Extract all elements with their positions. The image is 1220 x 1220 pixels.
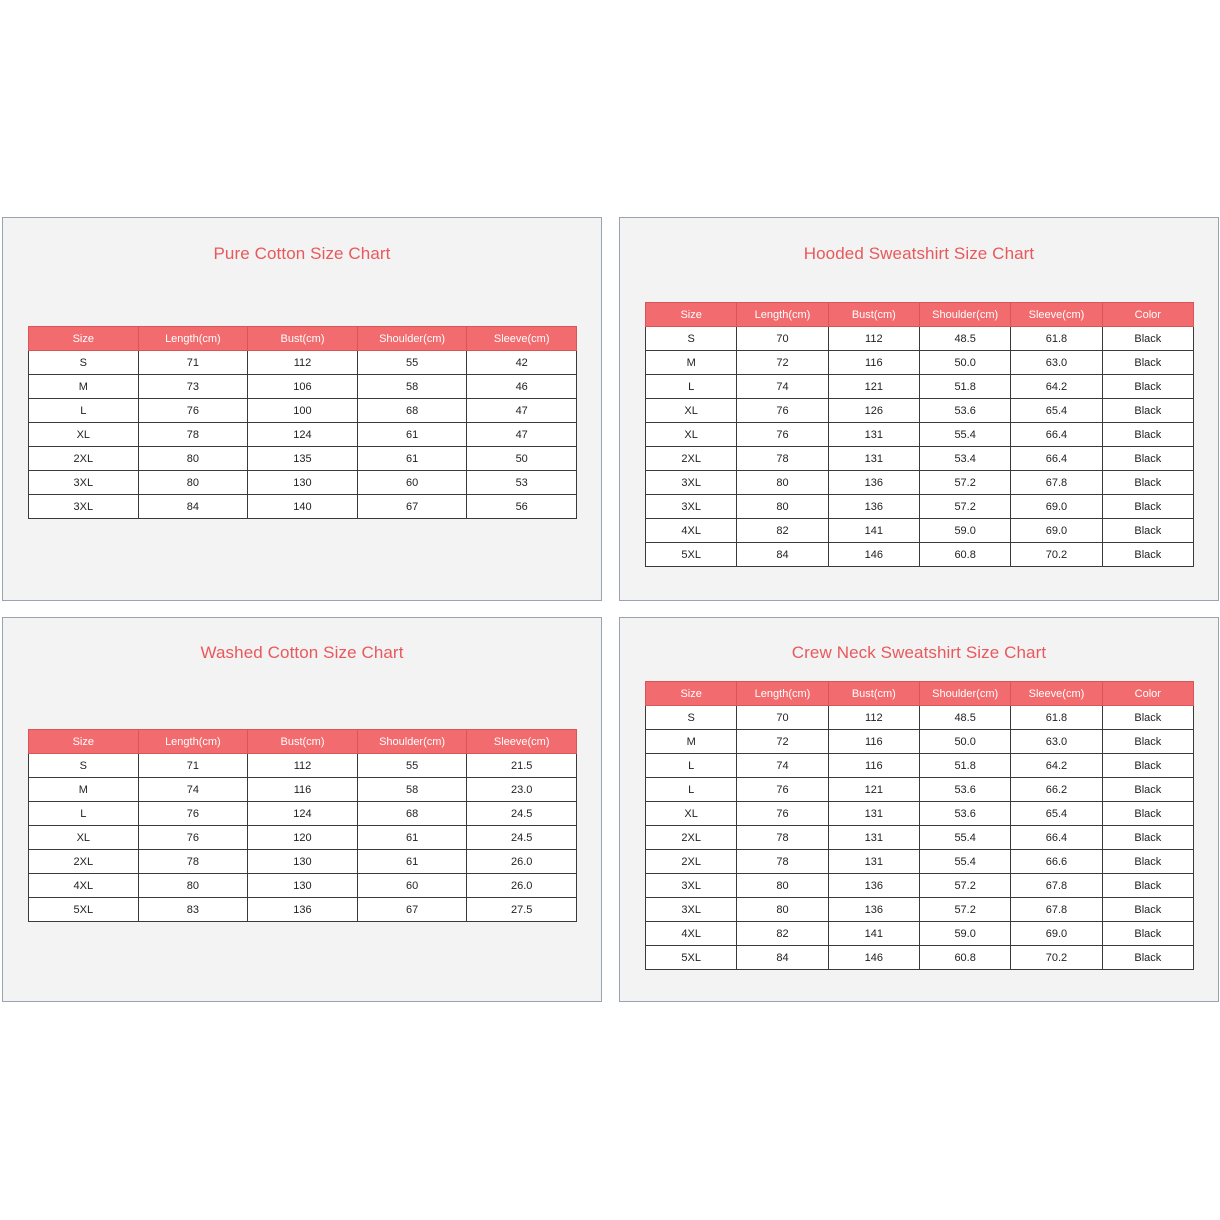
table-cell: S [29, 351, 139, 375]
table-row [646, 898, 1194, 922]
table-cell: 59.0 [919, 922, 1010, 946]
table-cell: 120 [248, 826, 358, 850]
table-cell: M [29, 375, 139, 399]
table-cell: Black [1102, 519, 1193, 543]
table-cell: 130 [248, 471, 358, 495]
table-cell: 70 [737, 706, 828, 730]
table-cell: 46 [467, 375, 577, 399]
table-cell: XL [646, 423, 737, 447]
table-cell: 60.8 [919, 946, 1010, 970]
table-cell: 74 [138, 778, 248, 802]
table-cell: 50 [467, 447, 577, 471]
table-cell: 141 [828, 519, 919, 543]
table-cell: S [29, 754, 139, 778]
table-cell: 124 [248, 802, 358, 826]
table-cell: 58 [357, 778, 467, 802]
table-cell: 60 [357, 471, 467, 495]
table-cell: 53.6 [919, 399, 1010, 423]
column-header: Size [29, 327, 139, 351]
table-cell: 3XL [646, 898, 737, 922]
table-cell: 4XL [646, 519, 737, 543]
table-cell: 70.2 [1011, 946, 1102, 970]
table-cell: 67 [357, 495, 467, 519]
column-header: Length(cm) [138, 327, 248, 351]
table-row [646, 946, 1194, 970]
table-cell: Black [1102, 327, 1193, 351]
table-cell: 24.5 [467, 802, 577, 826]
table-cell: Black [1102, 495, 1193, 519]
table-cell: 2XL [29, 447, 139, 471]
table-row [29, 447, 577, 471]
table-cell: Black [1102, 730, 1193, 754]
table-cell: 67.8 [1011, 898, 1102, 922]
table-cell: 65.4 [1011, 399, 1102, 423]
table-cell: 82 [737, 519, 828, 543]
table-cell: 2XL [646, 826, 737, 850]
table-cell: S [646, 327, 737, 351]
table-row [646, 802, 1194, 826]
column-header: Size [646, 303, 737, 327]
table-cell: L [29, 802, 139, 826]
table-row [29, 874, 577, 898]
panel-title: Crew Neck Sweatshirt Size Chart [791, 643, 1047, 662]
table-cell: 141 [828, 922, 919, 946]
table-cell: 80 [737, 874, 828, 898]
table-cell: Black [1102, 874, 1193, 898]
column-header: Color [1102, 303, 1193, 327]
column-header: Sleeve(cm) [1011, 303, 1102, 327]
table-row [29, 826, 577, 850]
size-table [645, 302, 1194, 567]
table-cell: 76 [737, 399, 828, 423]
table-cell: 78 [737, 447, 828, 471]
table-cell: Black [1102, 543, 1193, 567]
table-header-row [29, 730, 577, 754]
table-row [646, 778, 1194, 802]
table-cell: 106 [248, 375, 358, 399]
table-cell: XL [29, 826, 139, 850]
table-cell: M [646, 351, 737, 375]
table-cell: 131 [828, 802, 919, 826]
table-cell: 4XL [646, 922, 737, 946]
column-header: Shoulder(cm) [919, 682, 1010, 706]
table-cell: 69.0 [1011, 519, 1102, 543]
table-cell: 66.6 [1011, 850, 1102, 874]
table-row [646, 471, 1194, 495]
table-cell: 55.4 [919, 423, 1010, 447]
table-row [646, 399, 1194, 423]
column-header: Shoulder(cm) [919, 303, 1010, 327]
table-cell: 47 [467, 423, 577, 447]
table-cell: 5XL [646, 946, 737, 970]
table-cell: 136 [828, 471, 919, 495]
table-cell: 3XL [29, 495, 139, 519]
panel-title: Hooded Sweatshirt Size Chart [803, 244, 1035, 263]
table-cell: 76 [138, 802, 248, 826]
table-cell: 72 [737, 730, 828, 754]
table-cell: 66.2 [1011, 778, 1102, 802]
table-cell: 50.0 [919, 730, 1010, 754]
table-row [646, 730, 1194, 754]
column-header: Color [1102, 682, 1193, 706]
column-header: Length(cm) [737, 682, 828, 706]
table-row [29, 754, 577, 778]
table-cell: 131 [828, 447, 919, 471]
table-cell: XL [646, 802, 737, 826]
table-cell: 48.5 [919, 327, 1010, 351]
table-cell: Black [1102, 922, 1193, 946]
table-cell: 76 [737, 778, 828, 802]
panel-title: Washed Cotton Size Chart [200, 643, 404, 662]
table-cell: 135 [248, 447, 358, 471]
table-cell: L [646, 375, 737, 399]
table-cell: 136 [248, 898, 358, 922]
table-cell: Black [1102, 706, 1193, 730]
table-row [646, 423, 1194, 447]
table-cell: 112 [248, 351, 358, 375]
table-cell: 21.5 [467, 754, 577, 778]
table-cell: 57.2 [919, 495, 1010, 519]
table-cell: 26.0 [467, 874, 577, 898]
table-cell: 55.4 [919, 850, 1010, 874]
table-cell: 51.8 [919, 375, 1010, 399]
table-cell: Black [1102, 399, 1193, 423]
size-chart-panel-pure-cotton [2, 217, 602, 601]
column-header: Sleeve(cm) [1011, 682, 1102, 706]
table-row [29, 778, 577, 802]
table-row [646, 826, 1194, 850]
column-header: Bust(cm) [248, 730, 358, 754]
table-cell: 140 [248, 495, 358, 519]
table-row [646, 447, 1194, 471]
column-header: Shoulder(cm) [357, 327, 467, 351]
size-table [28, 729, 577, 922]
table-cell: 70.2 [1011, 543, 1102, 567]
table-cell: 76 [138, 399, 248, 423]
table-header-row [646, 682, 1194, 706]
table-cell: 116 [828, 351, 919, 375]
table-cell: S [646, 706, 737, 730]
table-cell: 66.4 [1011, 826, 1102, 850]
table-cell: 67 [357, 898, 467, 922]
table-row [29, 898, 577, 922]
table-cell: 61 [357, 826, 467, 850]
table-cell: 56 [467, 495, 577, 519]
table-cell: 124 [248, 423, 358, 447]
table-cell: 58 [357, 375, 467, 399]
column-header: Length(cm) [737, 303, 828, 327]
table-cell: 61 [357, 447, 467, 471]
table-cell: 83 [138, 898, 248, 922]
table-cell: 78 [138, 850, 248, 874]
table-cell: 5XL [29, 898, 139, 922]
table-cell: L [29, 399, 139, 423]
table-row [29, 351, 577, 375]
table-cell: XL [646, 399, 737, 423]
table-cell: 84 [737, 946, 828, 970]
table-cell: 47 [467, 399, 577, 423]
table-cell: 76 [737, 802, 828, 826]
table-row [646, 754, 1194, 778]
table-cell: 80 [138, 471, 248, 495]
table-cell: 65.4 [1011, 802, 1102, 826]
panel-title: Pure Cotton Size Chart [213, 244, 391, 263]
table-cell: 55 [357, 351, 467, 375]
table-row [646, 922, 1194, 946]
size-chart-panel-crew-neck-sweatshirt [619, 617, 1219, 1002]
table-cell: 71 [138, 754, 248, 778]
table-row [646, 850, 1194, 874]
table-cell: L [646, 754, 737, 778]
table-header-row [646, 303, 1194, 327]
size-table [28, 326, 577, 519]
table-row [646, 375, 1194, 399]
column-header: Size [646, 682, 737, 706]
table-cell: Black [1102, 375, 1193, 399]
table-cell: 136 [828, 874, 919, 898]
table-cell: Black [1102, 946, 1193, 970]
table-cell: Black [1102, 778, 1193, 802]
table-cell: 126 [828, 399, 919, 423]
table-header-row [29, 327, 577, 351]
table-row [646, 543, 1194, 567]
table-cell: Black [1102, 850, 1193, 874]
table-cell: 27.5 [467, 898, 577, 922]
table-cell: 70 [737, 327, 828, 351]
table-cell: 24.5 [467, 826, 577, 850]
table-cell: 5XL [646, 543, 737, 567]
table-cell: 67.8 [1011, 874, 1102, 898]
table-cell: 116 [828, 754, 919, 778]
table-cell: 130 [248, 850, 358, 874]
table-cell: Black [1102, 423, 1193, 447]
table-cell: 76 [737, 423, 828, 447]
table-cell: 61.8 [1011, 327, 1102, 351]
table-row [646, 495, 1194, 519]
table-cell: 80 [138, 874, 248, 898]
table-cell: 42 [467, 351, 577, 375]
table-cell: M [29, 778, 139, 802]
table-row [646, 519, 1194, 543]
table-cell: 69.0 [1011, 922, 1102, 946]
table-cell: 78 [138, 423, 248, 447]
table-cell: 61.8 [1011, 706, 1102, 730]
table-cell: 55 [357, 754, 467, 778]
table-cell: 53.4 [919, 447, 1010, 471]
table-cell: 60.8 [919, 543, 1010, 567]
column-header: Bust(cm) [828, 682, 919, 706]
table-cell: 136 [828, 898, 919, 922]
table-cell: 66.4 [1011, 423, 1102, 447]
table-cell: 57.2 [919, 898, 1010, 922]
table-cell: 112 [248, 754, 358, 778]
table-cell: Black [1102, 802, 1193, 826]
table-row [29, 399, 577, 423]
table-cell: 121 [828, 778, 919, 802]
table-cell: 66.4 [1011, 447, 1102, 471]
table-row [29, 495, 577, 519]
table-cell: 74 [737, 754, 828, 778]
table-cell: 57.2 [919, 471, 1010, 495]
table-cell: 55.4 [919, 826, 1010, 850]
table-cell: 71 [138, 351, 248, 375]
table-cell: M [646, 730, 737, 754]
table-row [29, 423, 577, 447]
table-cell: 26.0 [467, 850, 577, 874]
table-cell: 131 [828, 850, 919, 874]
table-cell: Black [1102, 898, 1193, 922]
table-row [646, 351, 1194, 375]
table-cell: 80 [138, 447, 248, 471]
table-cell: Black [1102, 447, 1193, 471]
table-row [646, 327, 1194, 351]
size-chart-panel-hooded-sweatshirt [619, 217, 1219, 601]
table-cell: 68 [357, 802, 467, 826]
table-cell: 67.8 [1011, 471, 1102, 495]
table-cell: 2XL [646, 850, 737, 874]
table-cell: 73 [138, 375, 248, 399]
column-header: Size [29, 730, 139, 754]
table-cell: 59.0 [919, 519, 1010, 543]
table-cell: 61 [357, 423, 467, 447]
table-cell: 121 [828, 375, 919, 399]
column-header: Sleeve(cm) [467, 730, 577, 754]
table-cell: 80 [737, 898, 828, 922]
table-row [29, 802, 577, 826]
table-cell: 146 [828, 543, 919, 567]
table-row [29, 375, 577, 399]
table-cell: 69.0 [1011, 495, 1102, 519]
table-cell: 61 [357, 850, 467, 874]
table-cell: 76 [138, 826, 248, 850]
table-cell: 130 [248, 874, 358, 898]
table-cell: 72 [737, 351, 828, 375]
table-cell: XL [29, 423, 139, 447]
table-cell: 51.8 [919, 754, 1010, 778]
table-cell: 112 [828, 327, 919, 351]
size-table [645, 681, 1194, 970]
table-cell: 84 [737, 543, 828, 567]
table-row [646, 874, 1194, 898]
table-cell: Black [1102, 471, 1193, 495]
table-cell: 2XL [29, 850, 139, 874]
table-cell: Black [1102, 351, 1193, 375]
size-chart-panel-washed-cotton [2, 617, 602, 1002]
table-cell: 3XL [646, 495, 737, 519]
table-cell: 63.0 [1011, 730, 1102, 754]
column-header: Length(cm) [138, 730, 248, 754]
table-cell: 131 [828, 423, 919, 447]
table-cell: 112 [828, 706, 919, 730]
table-cell: 80 [737, 471, 828, 495]
column-header: Shoulder(cm) [357, 730, 467, 754]
table-cell: 53.6 [919, 802, 1010, 826]
table-cell: Black [1102, 826, 1193, 850]
column-header: Bust(cm) [248, 327, 358, 351]
table-cell: 64.2 [1011, 754, 1102, 778]
table-row [646, 706, 1194, 730]
table-cell: 48.5 [919, 706, 1010, 730]
table-cell: 57.2 [919, 874, 1010, 898]
table-cell: 146 [828, 946, 919, 970]
table-row [29, 471, 577, 495]
table-cell: 53 [467, 471, 577, 495]
table-cell: 53.6 [919, 778, 1010, 802]
table-cell: Black [1102, 754, 1193, 778]
table-row [29, 850, 577, 874]
table-cell: 116 [248, 778, 358, 802]
table-cell: 64.2 [1011, 375, 1102, 399]
table-cell: 2XL [646, 447, 737, 471]
table-cell: 74 [737, 375, 828, 399]
table-cell: L [646, 778, 737, 802]
table-cell: 82 [737, 922, 828, 946]
table-cell: 131 [828, 826, 919, 850]
table-cell: 4XL [29, 874, 139, 898]
column-header: Bust(cm) [828, 303, 919, 327]
table-cell: 68 [357, 399, 467, 423]
table-cell: 23.0 [467, 778, 577, 802]
table-cell: 78 [737, 826, 828, 850]
table-cell: 136 [828, 495, 919, 519]
table-cell: 3XL [646, 471, 737, 495]
column-header: Sleeve(cm) [467, 327, 577, 351]
table-cell: 80 [737, 495, 828, 519]
table-cell: 3XL [29, 471, 139, 495]
table-cell: 63.0 [1011, 351, 1102, 375]
table-cell: 116 [828, 730, 919, 754]
table-cell: 78 [737, 850, 828, 874]
table-cell: 84 [138, 495, 248, 519]
table-cell: 50.0 [919, 351, 1010, 375]
table-cell: 100 [248, 399, 358, 423]
table-cell: 60 [357, 874, 467, 898]
table-cell: 3XL [646, 874, 737, 898]
